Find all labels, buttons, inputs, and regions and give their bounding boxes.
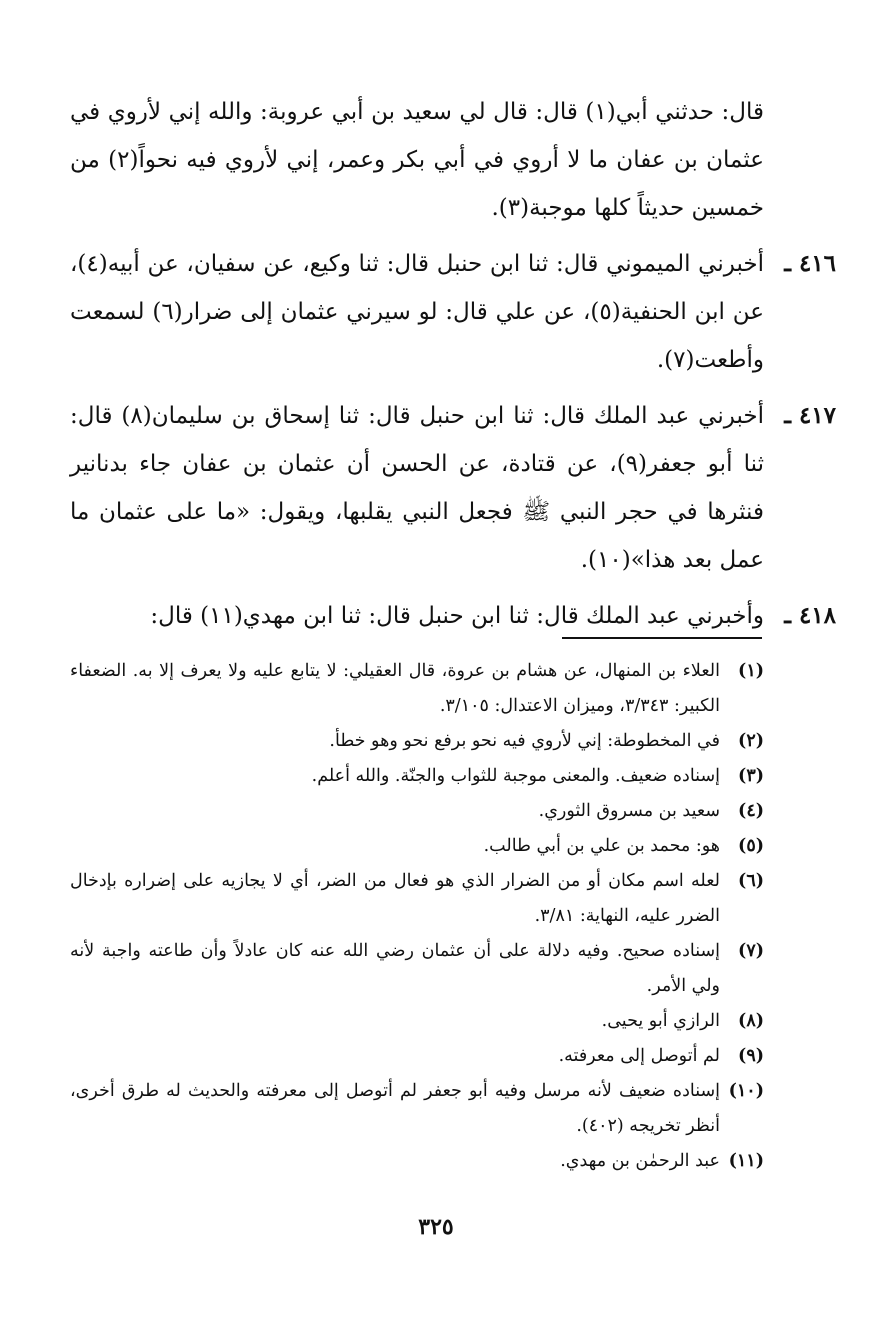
footnote xyxy=(70,759,764,794)
footnote-number: (٣) xyxy=(738,766,764,786)
hadith-number: ٤١٨ ـ xyxy=(784,602,836,629)
footnote-text: العلاء بن المنهال، عن هشام بن عروة، قال العقيلي: لا يتابع عليه ولا يعرف إلا به. الضعفاء الكبير: ٣/٣٤٣، وميزان الاعتدال: ٣/١٠٥. xyxy=(70,661,720,716)
main-text xyxy=(70,88,836,648)
footnote-text: إسناده ضعيف. والمعنى موجبة للثواب والجنّة. والله أعلم. xyxy=(311,766,720,786)
hadith-number: ٤١٧ ـ xyxy=(784,402,836,429)
footnote xyxy=(70,829,764,864)
hadith-text: وأخبرني عبد الملك قال: ثنا ابن حنبل قال: ثنا ابن مهدي(١١) قال: xyxy=(150,603,764,629)
hadith-417 xyxy=(70,392,836,584)
footnote xyxy=(70,1144,764,1179)
page-number: ٣٢٥ xyxy=(418,1214,454,1240)
footnote-number: (١٠) xyxy=(728,1081,764,1101)
footnote xyxy=(70,724,764,759)
intro-paragraph: قال: حدثني أبي(١) قال: قال لي سعيد بن أبي عروبة: والله إني لأروي في عثمان بن عفان ما لا أروي في أبي بكر وعمر، إني لأروي فيه نحواً(٢) من خمسين حديثاً كلها موجبة(٣). xyxy=(70,99,765,221)
footnote-text: عبد الرحمٰن بن مهدي. xyxy=(560,1151,720,1171)
footnote xyxy=(70,654,764,724)
footnote-text: لعله اسم مكان أو من الضرار الذي هو فعال من الضر، أي لا يجازيه على إضراره بإدخال الضرر عليه، النهاية: ٣/٨١. xyxy=(70,871,720,926)
footnote-text: لم أتوصل إلى معرفته. xyxy=(558,1046,720,1066)
footnote-number: (١) xyxy=(738,661,764,681)
hadith-text: أخبرني عبد الملك قال: ثنا ابن حنبل قال: ثنا إسحاق بن سليمان(٨) قال: ثنا أبو جعفر(٩)، عن قتادة، عن الحسن أن عثمان بن عفان جاء بدنانير فنثرها في حجر النبي ﷺ فجعل النبي يقلبها، ويقول: «ما على عثمان ما عمل بعد هذا»(١٠). xyxy=(70,403,764,573)
footnote-text: في المخطوطة: إني لأروي فيه نحو برفع نحو وهو خطأ. xyxy=(329,731,720,751)
footnote-text: سعيد بن مسروق الثوري. xyxy=(538,801,720,821)
footnote-number: (٢) xyxy=(738,731,764,751)
footnote-number: (٥) xyxy=(738,836,764,856)
footnote-number: (٤) xyxy=(738,801,764,821)
footnote-number: (٩) xyxy=(738,1046,764,1066)
footnote xyxy=(70,934,764,1004)
footnote xyxy=(70,1039,764,1074)
hadith-418 xyxy=(70,592,836,640)
footnote xyxy=(70,864,764,934)
footnote-text: إسناده ضعيف لأنه مرسل وفيه أبو جعفر لم أتوصل إلى معرفته والحديث له طرق أخرى، أنظر تخريجه (٤٠٢). xyxy=(70,1081,720,1136)
footnotes-list xyxy=(70,654,764,1179)
hadith-416 xyxy=(70,240,836,384)
footnote-number: (٨) xyxy=(738,1011,764,1031)
footnote-separator xyxy=(562,637,762,639)
hadith-text: أخبرني الميموني قال: ثنا ابن حنبل قال: ثنا وكيع، عن سفيان، عن أبيه(٤)، عن ابن الحنفية(٥)، عن علي قال: لو سيرني عثمان إلى ضرار(٦) لسمعت وأطعت(٧). xyxy=(70,251,765,373)
footnote xyxy=(70,1004,764,1039)
hadith-number: ٤١٦ ـ xyxy=(784,250,836,277)
footnote-number: (١١) xyxy=(728,1151,764,1171)
footnote-text: إسناده صحيح. وفيه دلالة على أن عثمان رضي الله عنه كان عادلاً وأن طاعته واجبة لأنه ولي الأمر. xyxy=(70,941,720,996)
footnote-text: الرازي أبو يحيى. xyxy=(601,1011,720,1031)
footnote-number: (٧) xyxy=(738,941,764,961)
footnote xyxy=(70,1074,764,1144)
footnote-text: هو: محمد بن علي بن أبي طالب. xyxy=(483,836,720,856)
footnote xyxy=(70,794,764,829)
footnote-number: (٦) xyxy=(738,871,764,891)
